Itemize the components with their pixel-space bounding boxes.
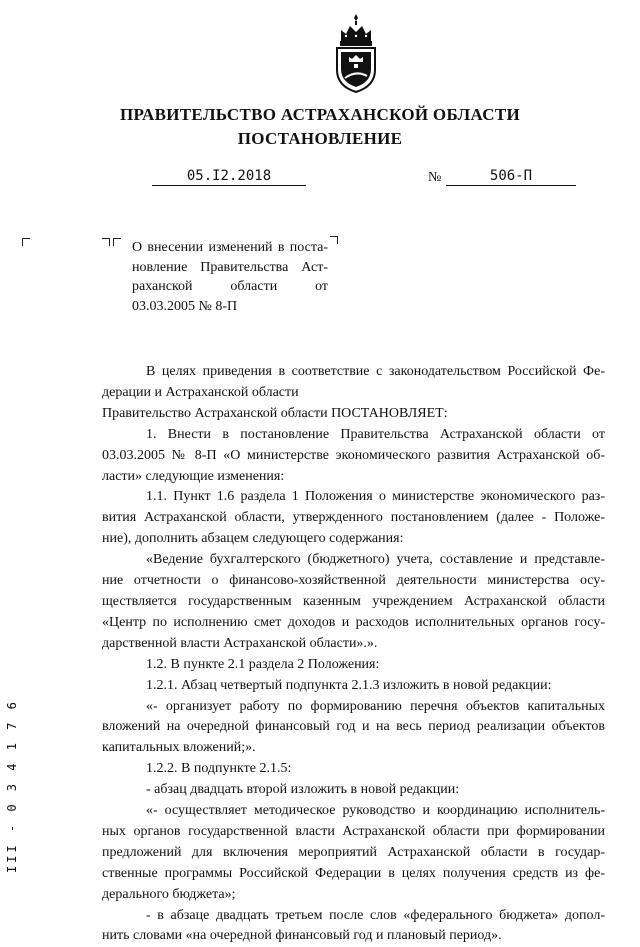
coat-of-arms-icon <box>331 12 381 94</box>
body-line: нить словами «на очередной финансовый год и плановый период». <box>102 928 502 944</box>
body-line: 1.2.1. Абзац четвертый подпункта 2.1.3 изложить в новой редакции: <box>146 677 552 693</box>
document-type: ПОСТАНОВЛЕНИЕ <box>237 129 403 148</box>
body-line: «- организует работу по формированию перечня объектов капитальных <box>146 698 605 714</box>
body-line: 1.2. В пункте 2.1 раздела 2 Положения: <box>146 656 380 672</box>
corner-mark <box>330 236 338 244</box>
body-line: капитальных вложений;». <box>102 740 256 756</box>
body-line: дерального бюджета»; <box>102 886 236 902</box>
body-line: ние), дополнить абзацем следующего содержания: <box>102 531 404 547</box>
body-line: 1.2.2. В подпункте 2.1.5: <box>146 761 292 777</box>
serial-number: III - 0 3 4 1 7 6 <box>5 699 19 873</box>
organization-title: ПРАВИТЕЛЬСТВО АСТРАХАНСКОЙ ОБЛАСТИ <box>120 105 520 124</box>
body-line: 1. Внести в постановление Правительства Астраханской области от <box>146 426 605 442</box>
body-line: - в абзаце двадцать третьем после слов «федерального бюджета» допол- <box>146 907 605 923</box>
subject-line: О внесении изменений в поста- <box>132 240 328 255</box>
number-label: № <box>428 170 442 185</box>
body-line: «Центр по исполнению смет доходов и расходов исполнительных органов госу- <box>102 614 605 630</box>
document-date: 05.I2.2018 <box>152 168 306 186</box>
subject-line: новление Правительства Аст- <box>132 259 328 275</box>
body-line: вития Астраханской области, утвержденного постановлением (далее - Положе- <box>102 510 605 526</box>
body-line: дарственной власти Астраханской области».». <box>102 635 378 651</box>
body-line: 1.1. Пункт 1.6 раздела 1 Положения о министерстве экономического раз- <box>146 489 605 505</box>
corner-mark <box>113 238 121 246</box>
body-line: ственные программы Российской Федерации в целях получения средств из фе- <box>102 865 605 881</box>
body-line: дерации и Астраханской области <box>102 384 299 400</box>
document-subject <box>132 238 328 316</box>
body-line: ласти» следующие изменения: <box>102 468 285 484</box>
body-line: 03.03.2005 № 8-П «О министерстве экономического развития Астраханской об- <box>102 447 605 463</box>
subject-line: раханской области от <box>132 279 328 294</box>
body-line: ществляется государственным казенным учреждением Астраханской области <box>102 593 605 609</box>
body-line: ние отчетности о финансово-хозяйственной деятельности министерства осу- <box>102 573 605 589</box>
document-body <box>102 362 605 947</box>
body-line: вложений на очередной финансовый год и на весь период реализации объектов <box>102 719 605 735</box>
subject-line: 03.03.2005 № 8-П <box>132 298 238 314</box>
body-line: - абзац двадцать второй изложить в новой редакции: <box>146 782 460 798</box>
document-number: 506-П <box>446 168 576 186</box>
body-line: ных органов государственной власти Астраханской области при формировании <box>102 823 605 839</box>
corner-mark <box>22 238 30 246</box>
body-line: «Ведение бухгалтерского (бюджетного) учета, составление и представле- <box>146 552 605 568</box>
body-line: Правительство Астраханской области ПОСТАНОВЛЯЕТ: <box>102 405 448 421</box>
body-line: предложений для включения мероприятий Астраханской области в государ- <box>102 844 605 860</box>
body-line: «- осуществляет методическое руководство и координацию исполнитель- <box>146 803 605 819</box>
corner-mark <box>102 238 110 246</box>
body-line: В целях приведения в соответствие с законодательством Российской Фе- <box>146 364 605 379</box>
